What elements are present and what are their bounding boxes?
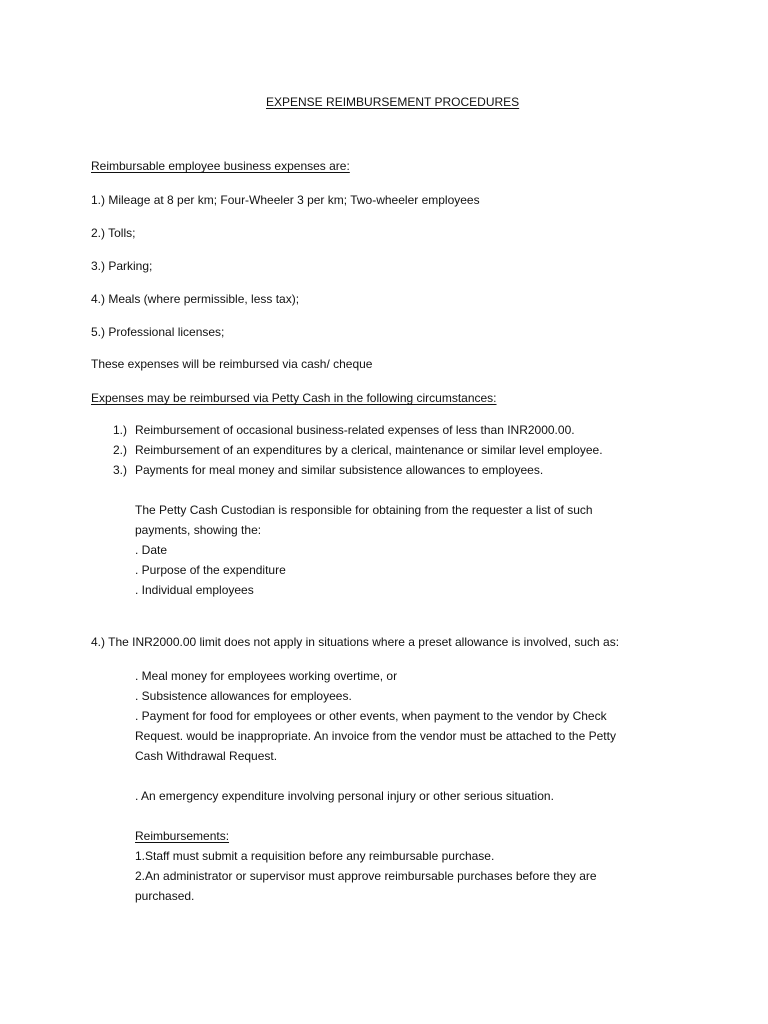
petty-cash-item-text: Payments for meal money and similar subsistence allowances to employees.: [135, 463, 544, 477]
custodian-bullet-employees: . Individual employees: [135, 583, 254, 597]
reimbursements-line: 1.Staff must submit a requisition before any reimbursable purchase.: [135, 849, 495, 863]
reimbursements-heading: Reimbursements:: [135, 829, 230, 843]
custodian-bullet-purpose: . Purpose of the expenditure: [135, 563, 286, 577]
petty-cash-heading: Expenses may be reimbursed via Petty Cash in the following circumstances:: [91, 391, 497, 405]
petty-cash-item-number: 1.): [113, 423, 128, 437]
reimbursements-line: 2.An administrator or supervisor must approve reimbursable purchases before they are: [135, 869, 597, 883]
petty-cash-item-number: 3.): [113, 463, 128, 477]
cash-note: These expenses will be reimbursed via cash/ cheque: [91, 357, 373, 371]
emergency-line: . An emergency expenditure involving personal injury or other serious situation.: [135, 789, 554, 803]
limit-sub-line: . Payment for food for employees or other events, when payment to the vendor by Check: [135, 709, 607, 723]
petty-cash-item-number: 2.): [113, 443, 128, 457]
limit-sub-line: Cash Withdrawal Request.: [135, 749, 278, 763]
limit-sub-line: . Meal money for employees working overtime, or: [135, 669, 398, 683]
limit-sub-line: Request. would be inappropriate. An invoice from the vendor must be attached to the Petty: [135, 729, 616, 743]
reimbursable-heading: Reimbursable employee business expenses are:: [91, 159, 350, 173]
reimbursable-item-2: 2.) Tolls;: [91, 226, 136, 240]
custodian-bullet-date: . Date: [135, 543, 168, 557]
custodian-line: The Petty Cash Custodian is responsible for obtaining from the requester a list of such: [135, 503, 593, 517]
petty-cash-item-text: Reimbursement of an expenditures by a clerical, maintenance or similar level employee.: [135, 443, 603, 457]
custodian-line: payments, showing the:: [135, 523, 262, 537]
document-title: EXPENSE REIMBURSEMENT PROCEDURES: [266, 95, 520, 109]
reimbursable-item-5: 5.) Professional licenses;: [91, 325, 225, 339]
reimbursable-item-1: 1.) Mileage at 8 per km; Four-Wheeler 3 per km; Two-wheeler employees: [91, 193, 480, 207]
reimbursements-line: purchased.: [135, 889, 195, 903]
limit-item: 4.) The INR2000.00 limit does not apply in situations where a preset allowance is involved, such as:: [91, 635, 620, 649]
reimbursable-item-3: 3.) Parking;: [91, 259, 153, 273]
reimbursable-item-4: 4.) Meals (where permissible, less tax);: [91, 292, 300, 306]
petty-cash-item-text: Reimbursement of occasional business-related expenses of less than INR2000.00.: [135, 423, 575, 437]
limit-sub-line: . Subsistence allowances for employees.: [135, 689, 352, 703]
